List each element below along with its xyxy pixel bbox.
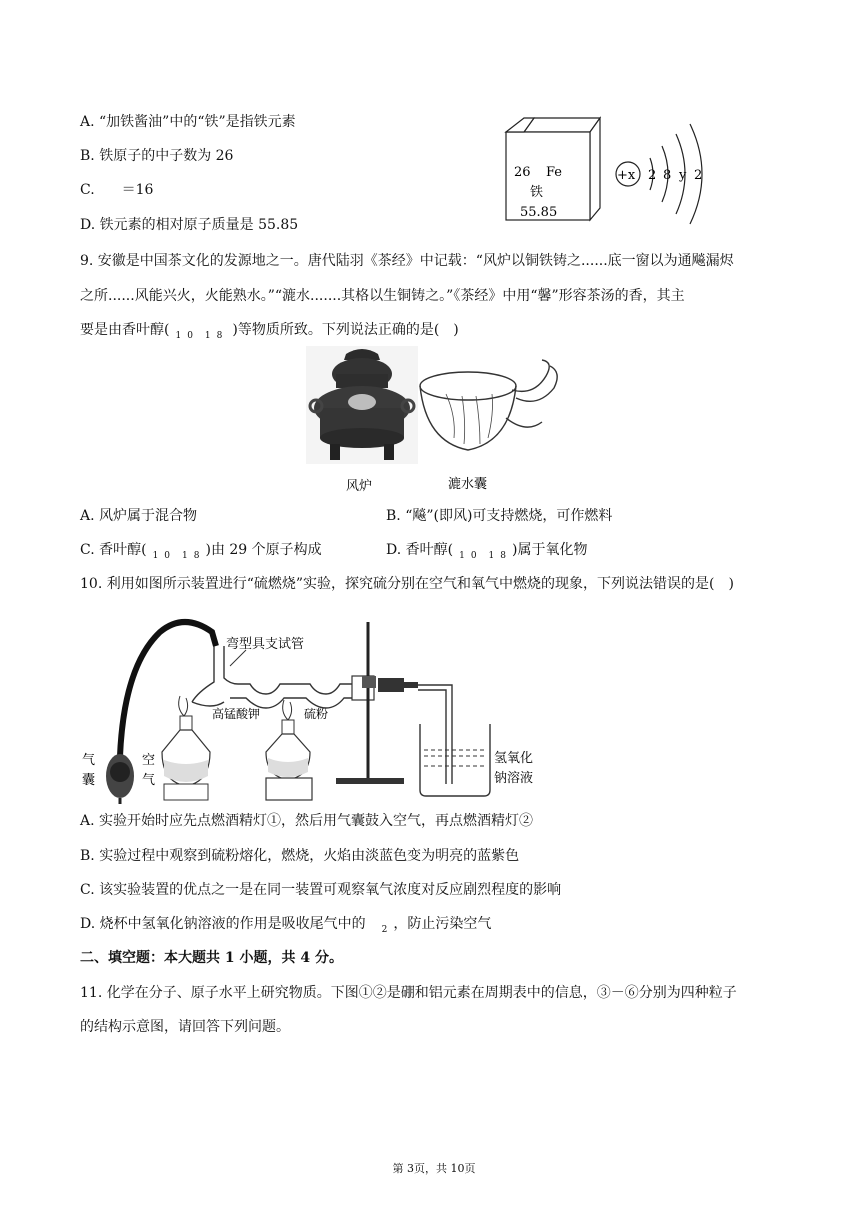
- page-footer: 第 3页，共 10页: [392, 1162, 476, 1175]
- label-kmno4: 高锰酸钾: [212, 707, 261, 721]
- formula-subscript-h: 18: [488, 551, 512, 561]
- caption-wind-stove: 风炉: [346, 479, 373, 494]
- rubber-hose: [120, 622, 216, 756]
- label-air-2: 气: [142, 773, 156, 788]
- q8-option-b: B. 铁原子的中子数为 26: [80, 148, 234, 164]
- cell-symbol: Fe: [546, 165, 563, 180]
- q9-stem-line2: 之所......风能兴火，火能熟水。”“漉水.......其格以生铜铸之。”《茶经》中用“馨”形容茶汤的香，其主: [80, 288, 685, 304]
- q10-option-b: B. 实验过程中观察到硫粉熔化，燃烧，火焰由淡蓝色变为明亮的蓝紫色: [80, 848, 520, 864]
- formula-subscript-h: 18: [182, 551, 206, 561]
- q10-option-d-b: ，防止污染空气: [393, 916, 492, 932]
- q10-stem: 10. 利用如图所示装置进行“硫燃烧”实验，探究硫分别在空气和氧气中燃烧的现象，下列说法错误的是( ): [80, 576, 734, 592]
- q8-option-c: [80, 180, 153, 200]
- tea-images: [306, 346, 562, 496]
- q9-option-a: A. 风炉属于混合物: [80, 508, 198, 524]
- formula-subscript-2: 2: [381, 925, 394, 935]
- q9-option-c-b: )由 29 个原子构成: [205, 542, 322, 558]
- iron-figure: [500, 110, 730, 230]
- sulfur-combustion-apparatus: [80, 606, 550, 804]
- label-bag-1: 气: [82, 753, 96, 768]
- label-naoh-1: 氢氧化: [494, 751, 534, 766]
- formula-subscript-c: 10: [459, 551, 483, 561]
- label-bent-tube: 弯型具支试管: [226, 637, 305, 652]
- q8-option-c-value: ＝16: [121, 182, 154, 198]
- shell-1: 2: [648, 168, 657, 183]
- q8-option-d: D. 铁元素的相对原子质量是 55.85: [80, 217, 299, 233]
- cell-mass: 55.85: [520, 205, 558, 220]
- q10-option-c: C. 该实验装置的优点之一是在同一装置可观察氧气浓度对反应剧烈程度的影响: [80, 882, 562, 898]
- q10-option-d: [80, 914, 491, 940]
- alcohol-lamp-1: [162, 696, 210, 800]
- q9-option-d-b: )属于氧化物: [512, 542, 588, 558]
- section-heading: 二、填空题：本大题共 1 小题，共 4 分。: [80, 950, 343, 966]
- q9-stem-line1: 9. 安徽是中国茶文化的发源地之一。唐代陆羽《茶经》中记载：“风炉以铜铁铸之......底一窗以为通飚漏烬: [80, 253, 734, 269]
- q9-option-d-a: D. 香叶醇(: [386, 542, 454, 558]
- beaker: [420, 724, 490, 796]
- formula-subscript-c: 10: [175, 331, 199, 341]
- q9-stem-line3-a: 要是由香叶醇(: [80, 322, 170, 338]
- q8-option-c-prefix: C.: [80, 182, 95, 198]
- shell-3: y: [679, 168, 687, 183]
- q8-option-a: A. “加铁酱油”中的“铁”是指铁元素: [80, 114, 296, 130]
- q9-stem-line3-b: )等物质所致。下列说法正确的是( ): [232, 322, 459, 338]
- formula-subscript-c: 10: [152, 551, 177, 561]
- q9-option-d: [386, 540, 587, 566]
- iron-stand: [336, 622, 404, 784]
- gas-bag: [106, 754, 134, 804]
- label-air-1: 空: [142, 753, 156, 768]
- label-sulfur: 硫粉: [304, 707, 329, 721]
- nucleus-charge: +x: [617, 168, 636, 183]
- shell-2: 8: [663, 168, 672, 183]
- shell-4: 2: [694, 168, 703, 183]
- atom-structure-diagram: [616, 124, 702, 224]
- label-naoh-2: 钠溶液: [494, 771, 534, 786]
- formula-subscript-h: 18: [204, 331, 229, 341]
- cell-name: 铁: [530, 185, 544, 200]
- q9-option-b: B. “飚”(即风)可支持燃烧，可作燃料: [386, 508, 613, 524]
- element-cell-cube: [506, 118, 600, 220]
- label-bag-2: 囊: [82, 773, 96, 788]
- caption-filter-bag: 漉水囊: [448, 477, 488, 492]
- q10-option-a: A. 实验开始时应先点燃酒精灯①，然后用气囊鼓入空气，再点燃酒精灯②: [80, 813, 534, 829]
- wind-stove-image: [306, 346, 418, 464]
- q9-option-c-a: C. 香叶醇(: [80, 542, 147, 558]
- q10-option-d-a: D. 烧杯中氢氧化钠溶液的作用是吸收尾气中的: [80, 916, 366, 932]
- water-filter-bag-image: [420, 360, 557, 450]
- q11-stem-line2: 的结构示意图，请回答下列问题。: [80, 1019, 290, 1035]
- q11-stem-line1: 11. 化学在分子、原子水平上研究物质。下图①②是硼和铝元素在周期表中的信息，③－⑥分别为四种粒子: [80, 985, 737, 1001]
- cell-number: 26: [514, 165, 531, 180]
- q9-stem-line3: [80, 320, 459, 346]
- q9-option-c: [80, 540, 322, 566]
